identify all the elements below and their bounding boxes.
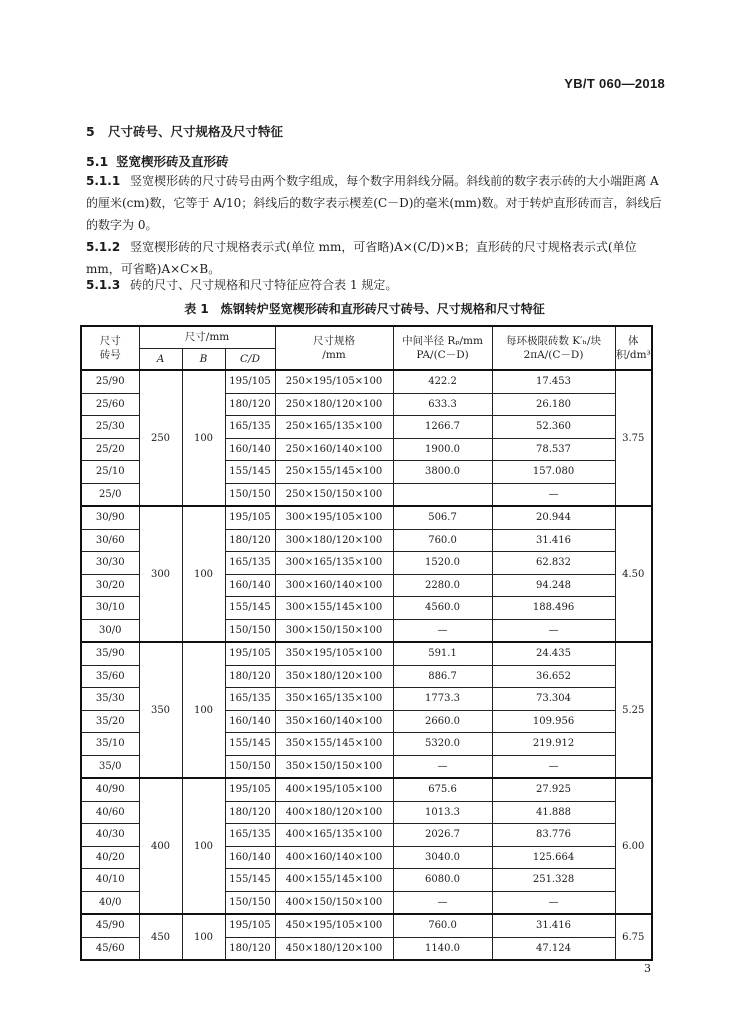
spec-cell: 350×150/150×100 xyxy=(275,755,393,778)
standard-code: YB/T 060—2018 xyxy=(564,76,665,91)
spec-cell: 400×165/135×100 xyxy=(275,824,393,847)
spec-cell: 450×195/105×100 xyxy=(275,914,393,937)
brick-size-table xyxy=(80,325,653,961)
size-number-header xyxy=(81,326,139,370)
volume-cell: 4.50 xyxy=(615,506,652,642)
radius-cell: 886.7 xyxy=(393,665,492,688)
size-number-cell: 30/20 xyxy=(81,574,139,597)
size-number-cell: 35/20 xyxy=(81,710,139,733)
size-number-cell: 35/60 xyxy=(81,665,139,688)
table-row xyxy=(81,642,652,665)
brick-count-cell: 41.888 xyxy=(492,801,615,824)
cd-cell: 195/105 xyxy=(225,914,275,937)
header-line: 每环极限砖数 K′ₕ/块 xyxy=(505,335,602,347)
spec-cell: 400×180/120×100 xyxy=(275,801,393,824)
radius-header xyxy=(393,326,492,370)
volume-cell: 6.75 xyxy=(615,914,652,960)
cd-cell: 160/140 xyxy=(225,574,275,597)
spec-cell: 400×160/140×100 xyxy=(275,846,393,869)
brick-count-cell: 47.124 xyxy=(492,937,615,960)
cd-cell: 180/120 xyxy=(225,801,275,824)
table-row xyxy=(81,370,652,393)
a-cell: 450 xyxy=(139,914,182,960)
cd-cell: 155/145 xyxy=(225,869,275,892)
size-number-cell: 40/10 xyxy=(81,869,139,892)
radius-cell: 591.1 xyxy=(393,642,492,665)
brick-count-cell: — xyxy=(492,483,615,506)
spec-cell: 250×180/120×100 xyxy=(275,393,393,416)
clause-text: 砖的尺寸、尺寸规格和尺寸特征应符合表 1 规定。 xyxy=(130,278,398,292)
brick-count-cell: 26.180 xyxy=(492,393,615,416)
cd-cell: 165/135 xyxy=(225,688,275,711)
cd-cell: 155/145 xyxy=(225,461,275,484)
cd-cell: 160/140 xyxy=(225,710,275,733)
section-number: 5.1 xyxy=(86,154,109,169)
header-line: 中间半径 Rₚ/mm xyxy=(402,335,483,347)
radius-cell: 1773.3 xyxy=(393,688,492,711)
table-number: 表 1 xyxy=(184,302,209,316)
spec-cell: 450×180/120×100 xyxy=(275,937,393,960)
spec-cell: 250×165/135×100 xyxy=(275,416,393,439)
size-number-cell: 30/90 xyxy=(81,506,139,529)
size-number-cell: 35/0 xyxy=(81,755,139,778)
clause-text: 竖宽楔形砖的尺寸砖号由两个数字组成，每个数字用斜线分隔。斜线前的数字表示砖的大小端距离 A 的厘米(cm)数，它等于 A/10；斜线后的数字表示楔差(C－D)的毫米(mm)数。对于转炉直形砖而言，斜线后的数字为 0。 xyxy=(86,174,662,232)
size-number-cell: 30/0 xyxy=(81,619,139,642)
cd-cell: 180/120 xyxy=(225,393,275,416)
header-line: 2πA/(C－D) xyxy=(523,349,584,361)
cd-cell: 165/135 xyxy=(225,416,275,439)
spec-cell: 300×195/105×100 xyxy=(275,506,393,529)
brick-count-cell: — xyxy=(492,891,615,914)
brick-count-cell: 78.537 xyxy=(492,438,615,461)
spec-cell: 400×155/145×100 xyxy=(275,869,393,892)
radius-cell: 633.3 xyxy=(393,393,492,416)
radius-cell: 6080.0 xyxy=(393,869,492,892)
header-line: 砖号 xyxy=(99,349,121,361)
cd-cell: 165/135 xyxy=(225,824,275,847)
header-line: 尺寸 xyxy=(99,335,121,347)
page-number: 3 xyxy=(644,962,651,975)
a-cell: 250 xyxy=(139,370,182,506)
header-line: /mm xyxy=(322,349,346,361)
table-row xyxy=(81,914,652,937)
spec-cell: 350×165/135×100 xyxy=(275,688,393,711)
size-number-cell: 30/60 xyxy=(81,529,139,552)
radius-cell: 3040.0 xyxy=(393,846,492,869)
size-number-cell: 30/10 xyxy=(81,597,139,620)
size-number-cell: 40/20 xyxy=(81,846,139,869)
cd-cell: 150/150 xyxy=(225,483,275,506)
volume-cell: 6.00 xyxy=(615,778,652,914)
brick-count-cell: 27.925 xyxy=(492,778,615,801)
radius-cell: — xyxy=(393,755,492,778)
clause-text: 竖宽楔形砖的尺寸规格表示式(单位 mm，可省略)A×(C/D)×B；直形砖的尺寸规格表示式(单位 mm，可省略)A×C×B。 xyxy=(86,240,637,276)
size-number-cell: 35/10 xyxy=(81,733,139,756)
brick-count-cell: 52.360 xyxy=(492,416,615,439)
radius-cell: 2280.0 xyxy=(393,574,492,597)
b-cell: 100 xyxy=(182,370,225,506)
cd-cell: 160/140 xyxy=(225,846,275,869)
paragraph-5-1-3 xyxy=(86,274,666,296)
section-5-heading xyxy=(86,122,283,140)
brick-count-cell: 17.453 xyxy=(492,370,615,393)
a-cell: 400 xyxy=(139,778,182,914)
section-title: 尺寸砖号、尺寸规格及尺寸特征 xyxy=(108,124,284,139)
cd-cell: 195/105 xyxy=(225,642,275,665)
table-row xyxy=(81,778,652,801)
brick-count-header xyxy=(492,326,615,370)
cd-cell: 195/105 xyxy=(225,778,275,801)
radius-cell: 5320.0 xyxy=(393,733,492,756)
b-cell: 100 xyxy=(182,642,225,778)
brick-count-cell: 219.912 xyxy=(492,733,615,756)
radius-cell: 1900.0 xyxy=(393,438,492,461)
a-header: A xyxy=(139,348,182,370)
brick-count-cell: 109.956 xyxy=(492,710,615,733)
brick-count-cell: 36.652 xyxy=(492,665,615,688)
brick-count-cell: 83.776 xyxy=(492,824,615,847)
table-row xyxy=(81,506,652,529)
brick-count-cell: 94.248 xyxy=(492,574,615,597)
radius-cell xyxy=(393,483,492,506)
clause-number: 5.1.2 xyxy=(86,240,121,254)
spec-cell: 300×150/150×100 xyxy=(275,619,393,642)
a-cell: 350 xyxy=(139,642,182,778)
size-number-cell: 45/60 xyxy=(81,937,139,960)
size-number-cell: 40/60 xyxy=(81,801,139,824)
spec-cell: 350×195/105×100 xyxy=(275,642,393,665)
size-number-cell: 40/0 xyxy=(81,891,139,914)
brick-count-cell: 251.328 xyxy=(492,869,615,892)
radius-cell: 2026.7 xyxy=(393,824,492,847)
radius-cell: — xyxy=(393,891,492,914)
radius-cell: 506.7 xyxy=(393,506,492,529)
cd-cell: 155/145 xyxy=(225,597,275,620)
spec-cell: 350×180/120×100 xyxy=(275,665,393,688)
size-number-cell: 45/90 xyxy=(81,914,139,937)
brick-count-cell: 24.435 xyxy=(492,642,615,665)
radius-cell: — xyxy=(393,619,492,642)
table-caption xyxy=(0,300,729,317)
spec-cell: 250×155/145×100 xyxy=(275,461,393,484)
cd-cell: 165/135 xyxy=(225,552,275,575)
brick-count-cell: 125.664 xyxy=(492,846,615,869)
radius-cell: 760.0 xyxy=(393,529,492,552)
cd-cell: 195/105 xyxy=(225,506,275,529)
cd-cell: 155/145 xyxy=(225,733,275,756)
table-title: 炼钢转炉竖宽楔形砖和直形砖尺寸砖号、尺寸规格和尺寸特征 xyxy=(220,302,545,316)
size-number-cell: 40/90 xyxy=(81,778,139,801)
spec-cell: 300×155/145×100 xyxy=(275,597,393,620)
cd-cell: 180/120 xyxy=(225,665,275,688)
spec-cell: 350×155/145×100 xyxy=(275,733,393,756)
size-number-cell: 25/20 xyxy=(81,438,139,461)
size-number-cell: 25/60 xyxy=(81,393,139,416)
cd-cell: 160/140 xyxy=(225,438,275,461)
brick-count-cell: 188.496 xyxy=(492,597,615,620)
spec-cell: 400×150/150×100 xyxy=(275,891,393,914)
spec-header xyxy=(275,326,393,370)
radius-cell: 1266.7 xyxy=(393,416,492,439)
radius-cell: 4560.0 xyxy=(393,597,492,620)
radius-cell: 1140.0 xyxy=(393,937,492,960)
size-number-cell: 25/30 xyxy=(81,416,139,439)
size-number-cell: 40/30 xyxy=(81,824,139,847)
dimensions-header: 尺寸/mm xyxy=(139,326,275,348)
radius-cell: 422.2 xyxy=(393,370,492,393)
size-number-cell: 25/10 xyxy=(81,461,139,484)
cd-cell: 150/150 xyxy=(225,755,275,778)
radius-cell: 2660.0 xyxy=(393,710,492,733)
radius-cell: 675.6 xyxy=(393,778,492,801)
brick-count-cell: 157.080 xyxy=(492,461,615,484)
b-header: B xyxy=(182,348,225,370)
radius-cell: 3800.0 xyxy=(393,461,492,484)
cd-cell: 180/120 xyxy=(225,529,275,552)
cd-cell: 150/150 xyxy=(225,891,275,914)
radius-cell: 1520.0 xyxy=(393,552,492,575)
spec-cell: 300×160/140×100 xyxy=(275,574,393,597)
brick-count-cell: 31.416 xyxy=(492,529,615,552)
table-body xyxy=(81,370,652,960)
section-number: 5 xyxy=(86,124,95,139)
size-number-cell: 25/90 xyxy=(81,370,139,393)
spec-cell: 400×195/105×100 xyxy=(275,778,393,801)
volume-cell: 5.25 xyxy=(615,642,652,778)
spec-cell: 300×180/120×100 xyxy=(275,529,393,552)
clause-number: 5.1.1 xyxy=(86,174,121,188)
spec-cell: 350×160/140×100 xyxy=(275,710,393,733)
header-line: PA/(C－D) xyxy=(416,349,469,361)
cd-cell: 150/150 xyxy=(225,619,275,642)
size-number-cell: 25/0 xyxy=(81,483,139,506)
spec-cell: 250×150/150×100 xyxy=(275,483,393,506)
volume-header: 体积/dm³ xyxy=(615,326,652,370)
a-cell: 300 xyxy=(139,506,182,642)
header-line: 尺寸规格 xyxy=(313,335,356,347)
cd-cell: 195/105 xyxy=(225,370,275,393)
brick-count-cell: 20.944 xyxy=(492,506,615,529)
volume-cell: 3.75 xyxy=(615,370,652,506)
spec-cell: 250×195/105×100 xyxy=(275,370,393,393)
cd-cell: 180/120 xyxy=(225,937,275,960)
brick-count-cell: 62.832 xyxy=(492,552,615,575)
brick-count-cell: — xyxy=(492,619,615,642)
section-title: 竖宽楔形砖及直形砖 xyxy=(116,154,229,169)
paragraph-5-1-1 xyxy=(86,170,666,236)
b-cell: 100 xyxy=(182,506,225,642)
brick-count-cell: 31.416 xyxy=(492,914,615,937)
radius-cell: 760.0 xyxy=(393,914,492,937)
size-number-cell: 35/90 xyxy=(81,642,139,665)
radius-cell: 1013.3 xyxy=(393,801,492,824)
clause-number: 5.1.3 xyxy=(86,278,121,292)
cd-header: C/D xyxy=(225,348,275,370)
b-cell: 100 xyxy=(182,778,225,914)
spec-cell: 300×165/135×100 xyxy=(275,552,393,575)
brick-count-cell: 73.304 xyxy=(492,688,615,711)
b-cell: 100 xyxy=(182,914,225,960)
size-number-cell: 35/30 xyxy=(81,688,139,711)
spec-cell: 250×160/140×100 xyxy=(275,438,393,461)
section-5-1-heading xyxy=(86,152,229,170)
size-number-cell: 30/30 xyxy=(81,552,139,575)
brick-count-cell: — xyxy=(492,755,615,778)
